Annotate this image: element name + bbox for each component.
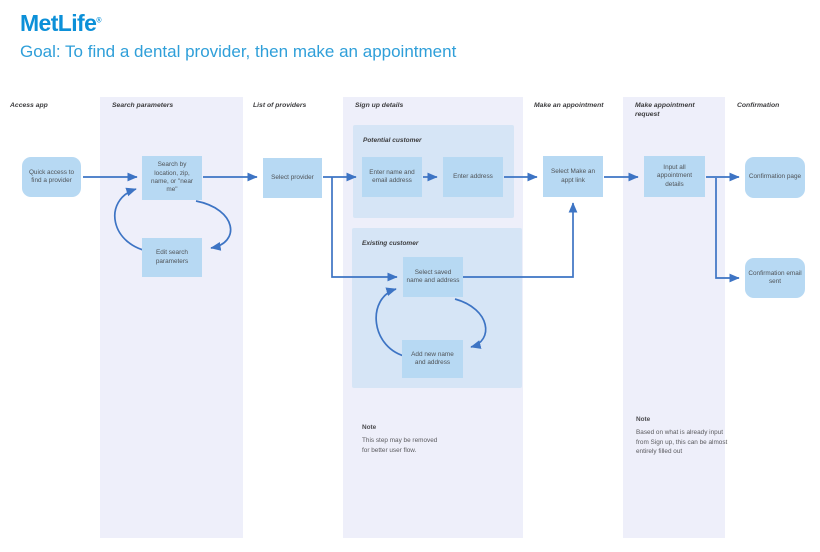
note-sign-up-details xyxy=(362,423,444,455)
node-quick-access: Quick access to find a provider xyxy=(22,157,81,197)
note-make-appointment-request xyxy=(636,415,728,456)
node-confirmation-page: Confirmation page xyxy=(745,157,805,198)
group-label-potential-customer: Potential customer xyxy=(363,137,422,144)
node-select-make-appt-link: Select Make an appt link xyxy=(543,156,603,197)
page-title: Goal: To find a dental provider, then make an appointment xyxy=(20,42,457,61)
registered-trademark-icon: ® xyxy=(96,17,101,25)
lane-header-access-app: Access app xyxy=(10,102,48,109)
lane-header-confirmation: Confirmation xyxy=(737,102,780,109)
node-confirmation-email-sent: Confirmation email sent xyxy=(745,258,805,298)
node-edit-search-parameters: Edit search parameters xyxy=(142,238,202,277)
node-search-by-location: Search by location, zip, name, or "near me" xyxy=(142,156,202,200)
node-select-saved-name-address: Select saved name and address xyxy=(403,257,463,297)
lane-header-make-appointment-request: Make appointment request xyxy=(635,102,695,119)
note-title: Note xyxy=(636,416,651,423)
arrow-input-branch-to-email xyxy=(716,178,739,278)
lane-header-list-of-providers: List of providers xyxy=(253,102,307,109)
lane-header-search-parameters: Search parameters xyxy=(112,102,174,109)
lane-header-sign-up-details: Sign up details xyxy=(355,102,404,109)
node-add-new-name-address: Add new name and address xyxy=(402,340,463,378)
metlife-logo-text: MetLife xyxy=(20,10,97,36)
node-input-appointment-details: Input all appointment details xyxy=(644,156,705,197)
note-body: This step may be removed for better user flow. xyxy=(362,437,438,454)
note-body: Based on what is already input from Sign up, this can be almost entirely filled out xyxy=(636,429,728,455)
node-enter-address: Enter address xyxy=(443,157,503,197)
node-enter-name-email: Enter name and email address xyxy=(362,157,422,197)
arrow-saved-to-selectmake xyxy=(462,203,573,277)
group-label-existing-customer: Existing customer xyxy=(362,240,419,247)
node-select-provider: Select provider xyxy=(263,158,322,198)
note-title: Note xyxy=(362,424,377,431)
lane-header-make-an-appointment: Make an appointment xyxy=(534,102,604,109)
